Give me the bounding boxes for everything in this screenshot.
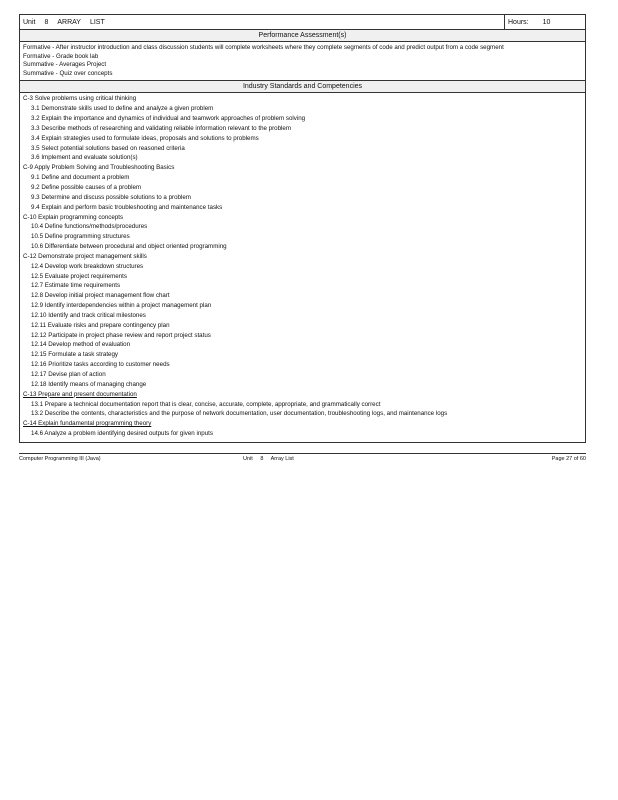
unit-title-word-2: LIST xyxy=(89,18,105,26)
standard-competency-item: 10.4 Define functions/methods/procedures xyxy=(31,223,148,231)
standard-competency-item: 3.4 Explain strategies used to formulate ideas, proposals and solutions to problems xyxy=(31,134,259,142)
standard-competency-item: 12.15 Formulate a task strategy xyxy=(31,351,119,359)
unit-number: 8 xyxy=(44,18,49,26)
footer-unit xyxy=(243,456,546,462)
standard-competency-item: 3.6 Implement and evaluate solution(s) xyxy=(31,154,138,162)
standards-list xyxy=(20,93,585,442)
standard-competency-item: 13.2 Describe the contents, characteristics and the purpose of network documentation, user documentation, troubleshooting logs, and maintenance logs xyxy=(31,410,448,418)
footer-unit-title: Array List xyxy=(270,456,294,462)
standard-competency-item: 13.1 Prepare a technical documentation report that is clear, concise, accurate, complete, appropriate, and grammatically correct xyxy=(31,400,381,408)
assessment-item: Summative - Quiz over concepts xyxy=(23,69,113,77)
unit-page xyxy=(19,14,586,443)
standard-category-item: C-9 Apply Problem Solving and Troubleshooting Basics xyxy=(23,164,175,172)
performance-assessments-heading: Performance Assessment(s) xyxy=(20,30,585,42)
unit-table xyxy=(19,14,586,443)
standard-competency-item: 10.6 Differentiate between procedural and object oriented programming xyxy=(31,243,227,251)
page-footer xyxy=(19,453,586,462)
unit-label: Unit xyxy=(23,18,36,26)
footer-unit-number: 8 xyxy=(260,456,264,462)
assessments-list xyxy=(20,42,585,81)
hours-value: 10 xyxy=(542,18,551,26)
unit-title-cell xyxy=(20,15,504,29)
standard-competency-item: 12.10 Identify and track critical milestones xyxy=(31,311,146,319)
assessment-item: Formative - Grade book lab xyxy=(23,52,99,60)
standard-competency-item: 12.8 Develop initial project management flow chart xyxy=(31,292,170,300)
standard-competency-item: 12.4 Develop work breakdown structures xyxy=(31,262,144,270)
standard-competency-item: 12.11 Evaluate risks and prepare contingency plan xyxy=(31,321,170,329)
standard-competency-item: 12.5 Evaluate project requirements xyxy=(31,272,127,280)
standard-category-item: C-12 Demonstrate project management skills xyxy=(23,252,147,260)
standard-competency-item: 12.17 Devise plan of action xyxy=(31,371,106,378)
standard-category-item: C-13 Prepare and present documentation xyxy=(23,390,137,398)
standard-competency-item: 12.9 Identify interdependencies within a project management plan xyxy=(31,302,212,310)
standard-competency-item: 9.1 Define and document a problem xyxy=(31,174,130,182)
hours-label: Hours: xyxy=(508,18,529,26)
standard-competency-item: 12.12 Participate in project phase review and report project status xyxy=(31,331,211,339)
footer-unit-label: Unit xyxy=(243,456,253,462)
standard-competency-item: 14.6 Analyze a problem identifying desired outputs for given inputs xyxy=(31,430,213,438)
standard-competency-item: 9.2 Define possible causes of a problem xyxy=(31,183,142,191)
hours-cell xyxy=(504,15,585,29)
standard-competency-item: 9.4 Explain and perform basic troubleshooting and maintenance tasks xyxy=(31,203,223,211)
standard-competency-item: 12.14 Develop method of evaluation xyxy=(31,341,131,349)
assessment-item: Formative - After instructor introduction and class discussion students will complete worksheets where they complete segments of code and predict output from a code segment xyxy=(23,44,504,51)
standard-competency-item: 3.1 Demonstrate skills used to define and analyze a given problem xyxy=(31,105,214,113)
footer-page-number: Page 27 of 60 xyxy=(551,456,586,462)
standard-competency-item: 3.3 Describe methods of researching and validating reliable information relevant to the problem xyxy=(31,124,292,132)
standard-category-item: C-10 Explain programming concepts xyxy=(23,213,124,221)
standard-competency-item: 12.7 Estimate time requirements xyxy=(31,282,121,290)
assessment-item: Summative - Averages Project xyxy=(23,61,107,69)
standard-competency-item: 3.2 Explain the importance and dynamics of individual and teamwork approaches of problem solving xyxy=(31,115,306,123)
standard-competency-item: 10.5 Define programming structures xyxy=(31,233,130,241)
unit-header xyxy=(20,15,585,30)
standard-competency-item: 9.3 Determine and discuss possible solutions to a problem xyxy=(31,193,191,201)
industry-standards-heading: Industry Standards and Competencies xyxy=(20,81,585,93)
unit-title-word-1: ARRAY xyxy=(57,18,81,26)
standard-competency-item: 3.5 Select potential solutions based on reasoned criteria xyxy=(31,144,185,152)
standard-competency-item: 12.16 Prioritize tasks according to customer needs xyxy=(31,361,170,369)
standard-category-item: C-3 Solve problems using critical thinking xyxy=(23,95,137,103)
standard-competency-item: 12.18 Identify means of managing change xyxy=(31,380,147,388)
footer-course: Computer Programming III (Java) xyxy=(19,456,101,462)
standard-category-item: C-14 Explain fundamental programming theory xyxy=(23,420,152,428)
